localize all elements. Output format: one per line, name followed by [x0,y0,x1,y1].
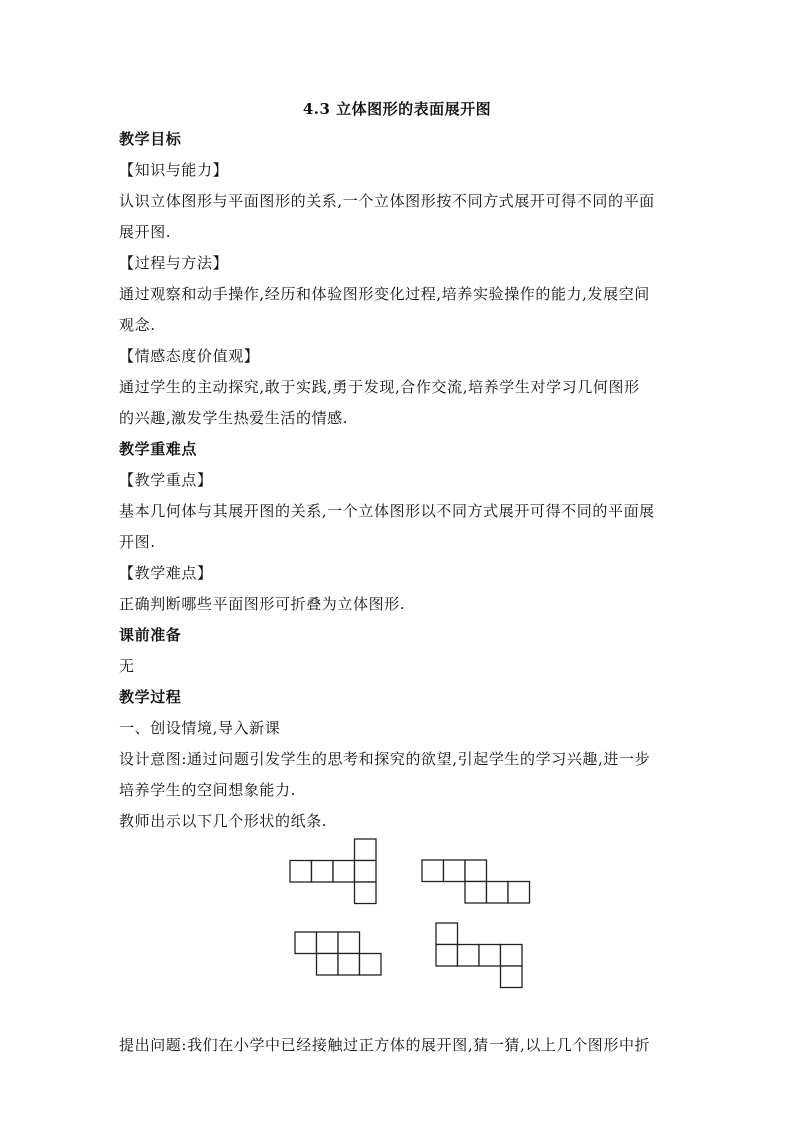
net-square [312,861,334,883]
body-line: 的兴趣,激发学生热爱生活的情感. [119,409,349,427]
net-square [290,861,312,883]
net-square [360,954,382,976]
section-heading: 课前准备 [119,626,182,644]
cube-nets-svg [119,837,677,1030]
net-1 [290,839,376,904]
section-heading: 教学重难点 [119,440,198,458]
net-square [338,932,360,954]
question-line: 提出问题:我们在小学中已经接触过正方体的展开图,猜一猜,以上几个图形中折 [119,1036,651,1054]
net-square [436,923,458,945]
net-square [338,954,360,976]
section-heading: 教学目标 [119,130,182,148]
body-line: 一、创设情境,导入新课 [119,719,281,737]
body-line: 通过学生的主动探究,敢于实践,勇于发现,合作交流,培养学生对学习几何图形 [119,378,640,396]
net-square [465,882,487,904]
body-line: 通过观察和动手操作,经历和体验图形变化过程,培养实验操作的能力,发展空间 [119,285,650,303]
body-line: 【教学重点】 [119,471,213,489]
net-square [508,882,530,904]
net-square [487,882,509,904]
body-line: 认识立体图形与平面图形的关系,一个立体图形按不同方式展开可得不同的平面 [119,192,655,210]
net-square [422,860,444,882]
net-square [501,966,523,988]
body-line: 培养学生的空间想象能力. [119,781,296,799]
body-line: 观念. [119,316,156,334]
body-line: 【知识与能力】 [119,161,229,179]
net-square [355,839,377,861]
net-square [355,882,377,904]
body-line: 设计意图:通过问题引发学生的思考和探究的欲望,引起学生的学习兴趣,进一步 [119,750,651,768]
net-square [479,945,501,967]
net-square [333,861,355,883]
net-square [458,945,480,967]
net-4 [436,923,522,988]
net-square [501,945,523,967]
body-line: 教师出示以下几个形状的纸条. [119,812,328,830]
document-title: 4.3 立体图形的表面展开图 [302,100,492,118]
net-square [317,954,339,976]
body-line: 展开图. [119,223,172,241]
net-square [465,860,487,882]
body-line: 基本几何体与其展开图的关系,一个立体图形以不同方式展开可得不同的平面展 [119,502,655,520]
net-2 [422,860,530,903]
net-3 [295,932,381,975]
document-body [119,124,677,1061]
text-lines [119,124,677,837]
body-line: 开图. [119,533,156,551]
net-square [355,861,377,883]
net-square [436,945,458,967]
body-line: 正确判断哪些平面图形可折叠为立体图形. [119,595,406,613]
net-square [317,932,339,954]
body-line: 【过程与方法】 [119,254,229,272]
section-heading: 教学过程 [119,688,182,706]
net-square [444,860,466,882]
body-line: 【教学难点】 [119,564,213,582]
body-line: 无 [119,657,135,675]
cube-net-figures [119,837,677,1030]
net-square [295,932,317,954]
body-line: 【情感态度价值观】 [119,347,260,365]
